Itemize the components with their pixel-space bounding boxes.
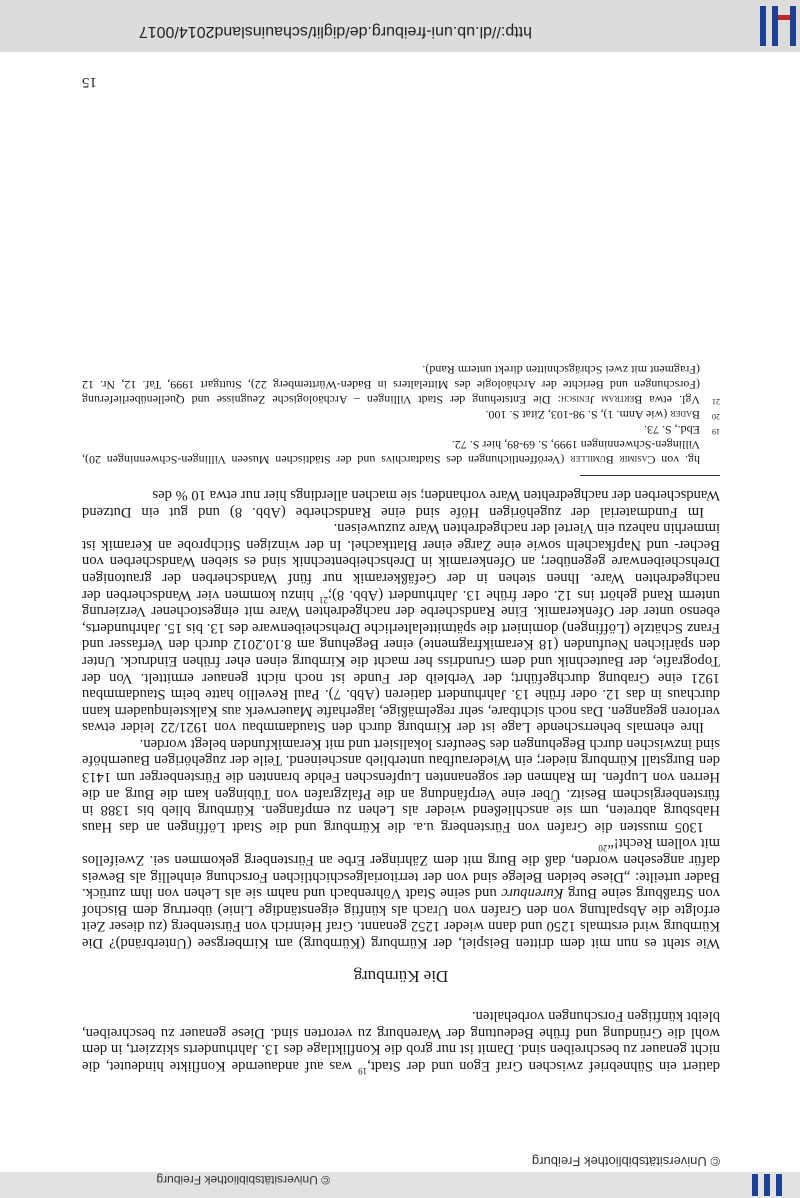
footnote-20: 20 Bader (wie Anm. 1), S. 98-103, Zitat S. 100. [485, 408, 720, 423]
library-credit: © Universitätsbibliothek Freiburg [531, 1154, 720, 1169]
paragraph-4: Im Fundmaterial der zugehörigen Höfe sind eine Randscherbe (Abb. 8) und gut ein Dutzend Wandscherben der nachgedrehten Ware vorhanden; sie machen allerdings hier nur etwa 10 % des [82, 487, 720, 520]
section-heading: Die Kürnburg [353, 966, 449, 986]
italic-term: Kurenburc [501, 885, 564, 902]
library-band [0, 1146, 800, 1172]
body-text [82, 362, 720, 1074]
footnote-rule [580, 475, 720, 476]
footnote-continued: hg. von Casimir Bumiller (Veröffentlichungen des Stadtarchivs und der Städtischen Museen Villingen-Schwenningen 20), Villingen-Schwenningen 1999, S. 69-89, hier S. 72. [81, 438, 700, 468]
footnote-21: 21 Vgl. etwa Bertram Jenisch: Die Entstehung der Stadt Villingen – Archäologische Zeugnisse und Quellenüberlieferung (Forschungen und Berichte der Archäologie des Mittelalters in Baden-Württemberg 22), Stuttgart 1999, Taf. 12, Nr. 12 (Fragment mit zwei Schrägschnitten direkt unterm Rand). [82, 363, 720, 408]
intro-paragraph: datiert ein Sühnebrief zwischen Graf Egon und der Stadt,$^{19}$ was auf andauernde Konflikte hindeutet, die nicht genauer zu beschreiben sind. Damit ist nur grob die Konfliktlage des 13. Jahrhunderts skizziert, in dem wohl die Gründung und frühe Bedeutung der Warenburg zu verorten sind. Diese genauer zu beschreiben, bleibt künftigen Forschungen vorbehalten. [82, 1008, 720, 1076]
ub-freiburg-logo-icon [752, 6, 800, 46]
footnote-ref-19[interactable]: 19 [358, 1065, 368, 1076]
footnote-ref-21[interactable]: 21 [318, 594, 328, 605]
document-url[interactable]: http://dl.ub.uni-freiburg.de/diglit/schauinsland2014/0017 [138, 23, 532, 40]
url-bar [0, 0, 800, 52]
paragraph-2: 1305 mussten die Grafen von Fürstenberg u.a. die Kürnburg und die Stadt Löffingen an das Haus Habsburg abtreten, um sie anschließend wieder als Lehen zu empfangen. Kürnburg blieb bis 1388 in fürstenbergischem Besitz. Über eine Verpfändung an die Pfalzgrafen von Tübingen kam die Burg an die Herren von Lupfen. Im Rahmen der sogenannten Lupfenschen Fehde brannten die Fürstenberger um 1413 den Burgstall Kürnburg nieder; ein Wiederaufbau unterblieb anscheinend. Teile der zugehörigen Bauernhöfe sind inzwischen durch Begehungen des Seeufers lokalisiert und mit Keramikfunden belegt worden. [82, 735, 720, 835]
paragraph-1: Wie steht es nun mit dem dritten Beispiel, der Kürnburg (Kürnburg) am Kirnbergsee (Unterbränd)? Die Kürnburg wird erstmals 1250 und dann wieder 1252 genannt. Graf Heinrich von Fürstenberg (zu dieser Zeit erfolgte die Abspaltung von den Grafen von Urach als künftig eigenständige Linie) übertrug dem Bischof von Straßburg seine Burg Kurenburc und seine Stadt Vöhrenbach und nahm sie als Lehen von ihm zurück. Bader urteilte: „Diese beiden Belege sind von der territorialgeschichtlichen Forschung einhellig als Beweis dafür angesehen worden, daß die Burg mit dem Zähringer Erbe an Fürstenberg gekommen sei. Zweifellos mit vollem Recht!“$^{20}$ [82, 835, 720, 952]
footnote-ref-20[interactable]: 20 [598, 843, 608, 854]
footnotes [82, 362, 720, 467]
paragraph-3: Ihre ehemals beherrschende Lage ist der Kirnburg durch den Staudammbau von 1921/22 leider etwas verloren gegangen. Das noch sichtbare, sehr regelmäßige, lagerhafte Mauerwerk aus Kalksteinquadern kann durchaus in das 12. oder frühe 13. Jahrhundert datieren (Abb. 7). Paul Revellio hatte beim Staudammbau 1921 eine Grabung durchgeführt; der Verbleib der Funde ist noch nicht genauer ermittelt. Von der Topografie, der Bautechnik und dem Grundriss her macht die Kirnburg einen eher frühen Eindruck. Unter den spärlichen Neufunden (18 Keramikfragmente) einer Begehung am 8.10.2012 durch den Verfasser und Franz Schätzle (Löffingen) dominiert die spätmittelalterliche Drehscheibenware des 13. bis 15. Jahrhunderts, ebenso unter der Ofenkeramik. Eine Randscherbe der nachgedrehten Ware mit eingestochener Verzierung unterm Rand gehört ins 12. oder frühe 13. Jahrhundert (Abb. 8);$^{21}$ hinzu kommen vier Wandscherben der nachgedrehten Ware. Ihnen stehen in der Gefäßkeramik nur fünf Wandscherben der grautonigen Drehscheibenware gegenüber; an Ofenkeramik in Drehscheibentechnik sind es sieben Wandscherben von Becher- und Napfkacheln sowie eine Zarge einer Blattkachel. In der winzigen Stichprobe an Keramik ist immerhin nahezu ein Viertel der nachgedrehten Ware zuzuweisen. [82, 520, 720, 736]
footnote-19: 19 Ebd., S. 73. [643, 423, 720, 438]
ub-freiburg-logo-icon [750, 1174, 790, 1196]
page-number: 15 [82, 74, 97, 90]
library-credit-bottom: © Universitätsbibliothek Freiburg [156, 1173, 330, 1187]
bottom-edge-strip [0, 1172, 800, 1198]
